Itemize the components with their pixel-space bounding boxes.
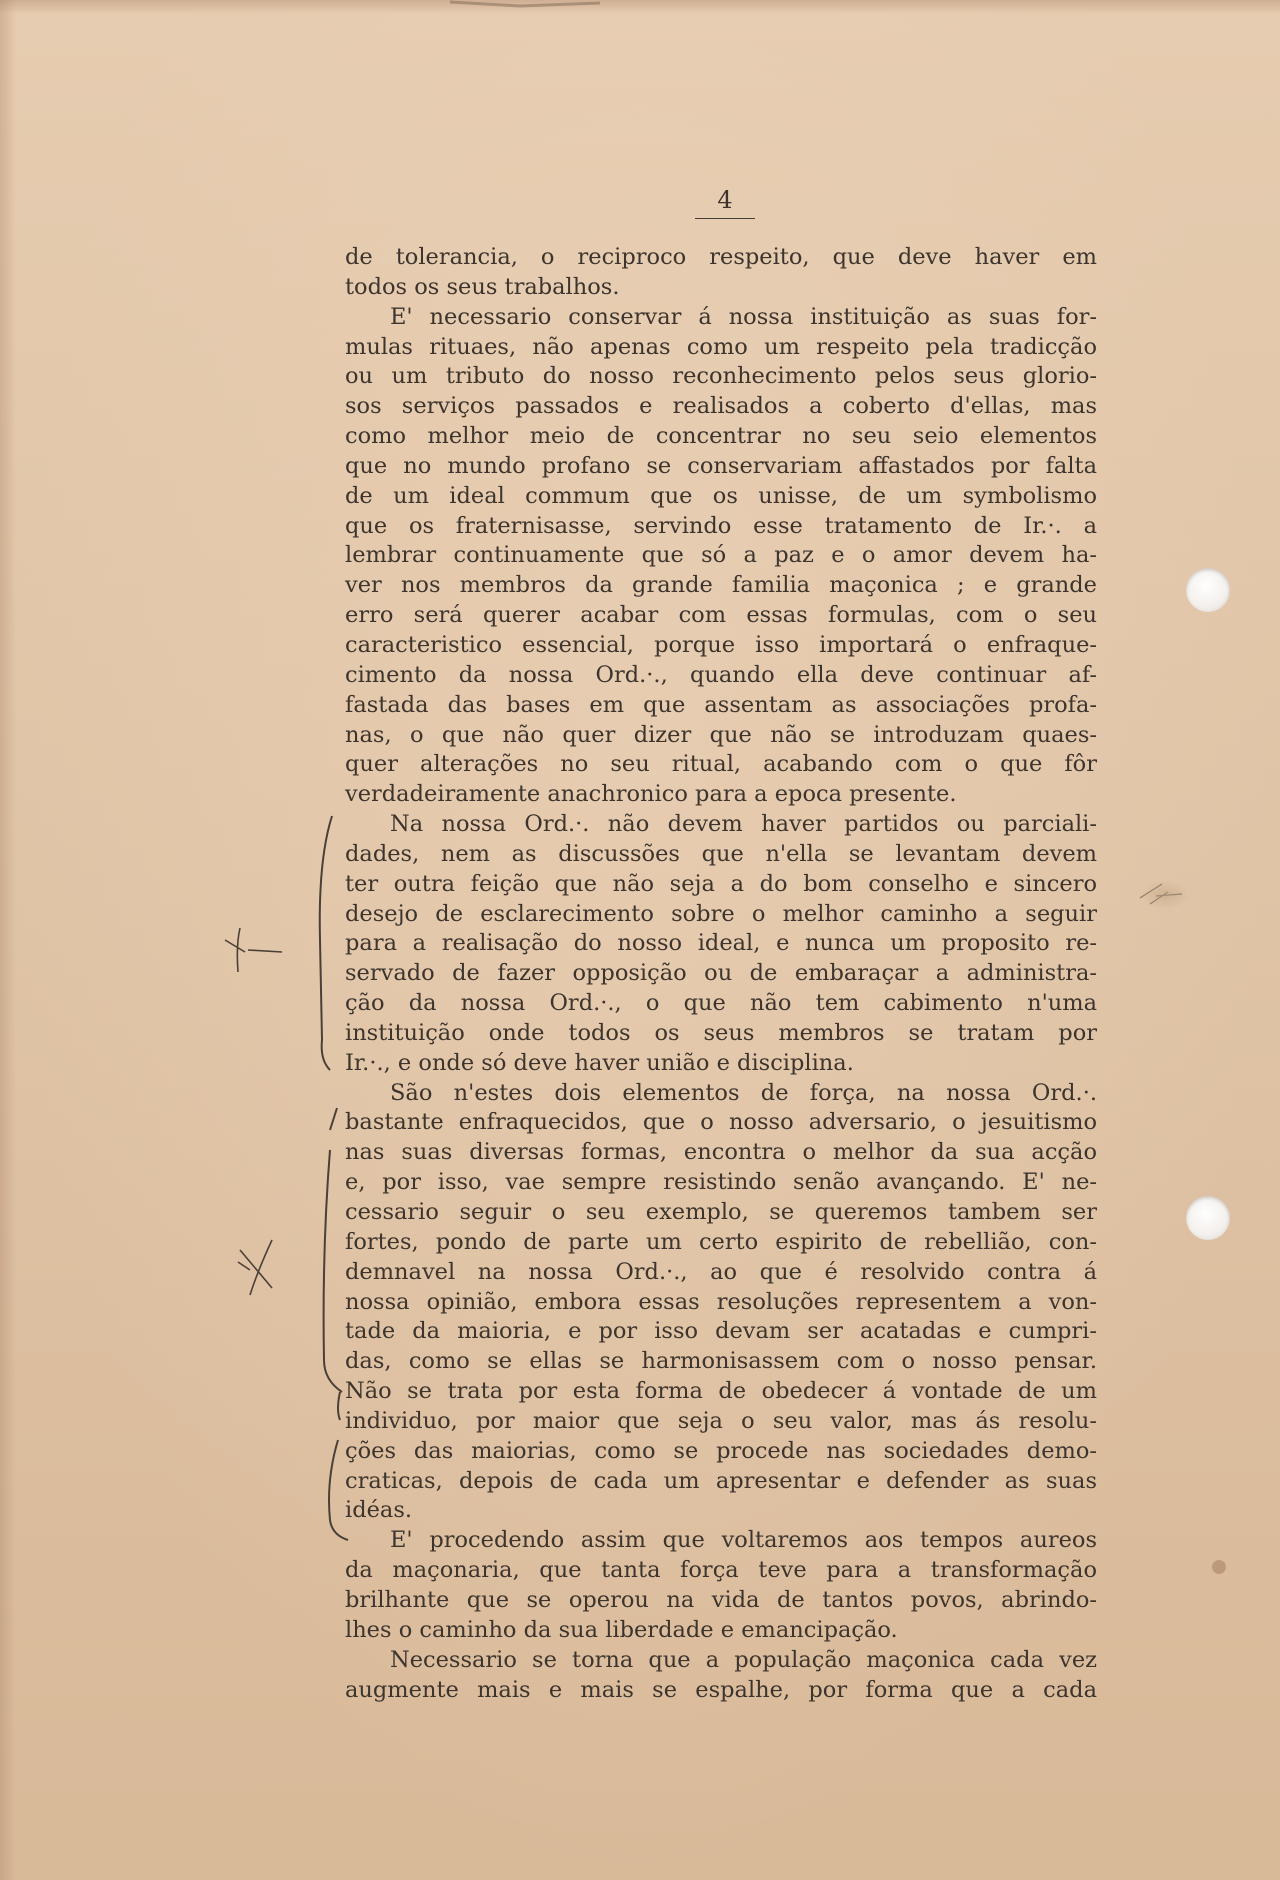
text-line: como melhor meio de concentrar no seu seio elementos xyxy=(345,423,1097,450)
punch-hole xyxy=(1186,568,1230,612)
paper-dot-stain xyxy=(1212,1560,1226,1574)
text-line: bastante enfraquecidos, que o nosso adversario, o jesuitismo xyxy=(345,1109,1097,1136)
text-line: todos os seus trabalhos. xyxy=(345,273,620,300)
text-line: ver nos membros da grande familia maçonica ; e grande xyxy=(345,572,1097,599)
margin-bracket-1 xyxy=(320,816,332,1070)
margin-cross-mark-1 xyxy=(225,928,282,972)
text-line: verdadeiramente anachronico para a epoca presente. xyxy=(345,781,957,808)
text-line: augmente mais e mais se espalhe, por forma que a cada xyxy=(345,1676,1097,1703)
text-line: servado de fazer opposição ou de embaraçar a administra- xyxy=(345,960,1097,987)
text-line: brilhante que se operou na vida de tantos povos, abrindo- xyxy=(345,1586,1097,1613)
page-edge-shadow-left xyxy=(0,0,16,1880)
text-line: São n'estes dois elementos de força, na nossa Ord.·. xyxy=(390,1079,1097,1106)
text-line: ou um tributo do nosso reconhecimento pelos seus glorio- xyxy=(345,363,1097,390)
text-line: das, como se ellas se harmonisassem com o nosso pensar. xyxy=(345,1348,1097,1375)
page-edge-shadow xyxy=(0,0,1280,14)
paper-stain xyxy=(1140,880,1190,910)
text-line: e, por isso, vae sempre resistindo senão avançando. E' ne- xyxy=(345,1169,1097,1196)
text-line: ter outra feição que não seja a do bom conselho e sincero xyxy=(345,870,1097,897)
text-line: de um ideal commum que os unisse, de um symbolismo xyxy=(345,482,1097,509)
text-line: desejo de esclarecimento sobre o melhor caminho a seguir xyxy=(345,900,1097,927)
text-line: Necessario se torna que a população maçonica cada vez xyxy=(390,1646,1097,1673)
text-line: dades, nem as discussões que n'ella se levantam devem xyxy=(345,840,1097,867)
punch-hole xyxy=(1186,1196,1230,1240)
text-line: instituição onde todos os seus membros se tratam por xyxy=(345,1019,1097,1046)
text-line: nas suas diversas formas, encontra o melhor da sua acção xyxy=(345,1139,1097,1166)
page-number: 4 xyxy=(695,186,755,219)
text-line: lembrar continuamente que só a paz e o amor devem ha- xyxy=(345,542,1097,569)
text-line: quer alterações no seu ritual, acabando com o que fôr xyxy=(345,751,1097,778)
text-line: individuo, por maior que seja o seu valor, mas ás resolu- xyxy=(345,1407,1097,1434)
text-line: para a realisação do nosso ideal, e nunca um proposito re- xyxy=(345,930,1097,957)
text-line: fastada das bases em que assentam as associações profa- xyxy=(345,691,1097,718)
text-line: ção da nossa Ord.·., o que não tem cabimento n'uma xyxy=(345,990,1097,1017)
text-line: ções das maiorias, como se procede nas sociedades demo- xyxy=(345,1437,1097,1464)
text-line: sos serviços passados e realisados a coberto d'ellas, mas xyxy=(345,393,1097,420)
text-line: demnavel na nossa Ord.·., ao que é resolvido contra á xyxy=(345,1258,1097,1285)
text-line: que no mundo profano se conservariam affastados por falta xyxy=(345,452,1097,479)
text-line: mulas rituaes, não apenas como um respeito pela tradicção xyxy=(345,333,1097,360)
text-line: da maçonaria, que tanta força teve para a transformação xyxy=(345,1557,1097,1584)
text-line: caracteristico essencial, porque isso importará o enfraque- xyxy=(345,631,1097,658)
text-line: idéas. xyxy=(345,1497,413,1524)
text-line: tade da maioria, e por isso devam ser acatadas e cumpri- xyxy=(345,1318,1097,1345)
margin-cross-mark-2 xyxy=(238,1240,272,1295)
text-line: de tolerancia, o reciproco respeito, que deve haver em xyxy=(345,244,1097,270)
text-line: E' procedendo assim que voltaremos aos tempos aureos xyxy=(390,1527,1097,1554)
text-line: que os fraternisasse, servindo esse tratamento de Ir.·. a xyxy=(345,512,1097,539)
text-line: erro será querer acabar com essas formulas, com o seu xyxy=(345,602,1097,629)
text-line: E' necessario conservar á nossa instituição as suas for- xyxy=(390,303,1097,330)
text-line: cimento da nossa Ord.·., quando ella deve continuar af- xyxy=(345,661,1097,688)
text-line: nossa opinião, embora essas resoluções representem a von- xyxy=(345,1288,1097,1315)
text-line: Ir.·., e onde só deve haver união e disciplina. xyxy=(345,1049,854,1076)
text-line: Não se trata por esta forma de obedecer á vontade de um xyxy=(345,1378,1097,1405)
text-line: nas, o que não quer dizer que não se introduzam quaes- xyxy=(345,721,1097,748)
text-line: craticas, depois de cada um apresentar e defender as suas xyxy=(345,1467,1097,1494)
text-line: Na nossa Ord.·. não devem haver partidos ou parciali- xyxy=(390,811,1097,838)
body-text xyxy=(345,243,1097,1705)
text-line: cessario seguir o seu exemplo, se queremos tambem ser xyxy=(345,1199,1097,1225)
text-line: lhes o caminho da sua liberdade e emancipação. xyxy=(345,1616,898,1643)
text-line: fortes, pondo de parte um certo espirito de rebellião, con- xyxy=(345,1228,1097,1255)
